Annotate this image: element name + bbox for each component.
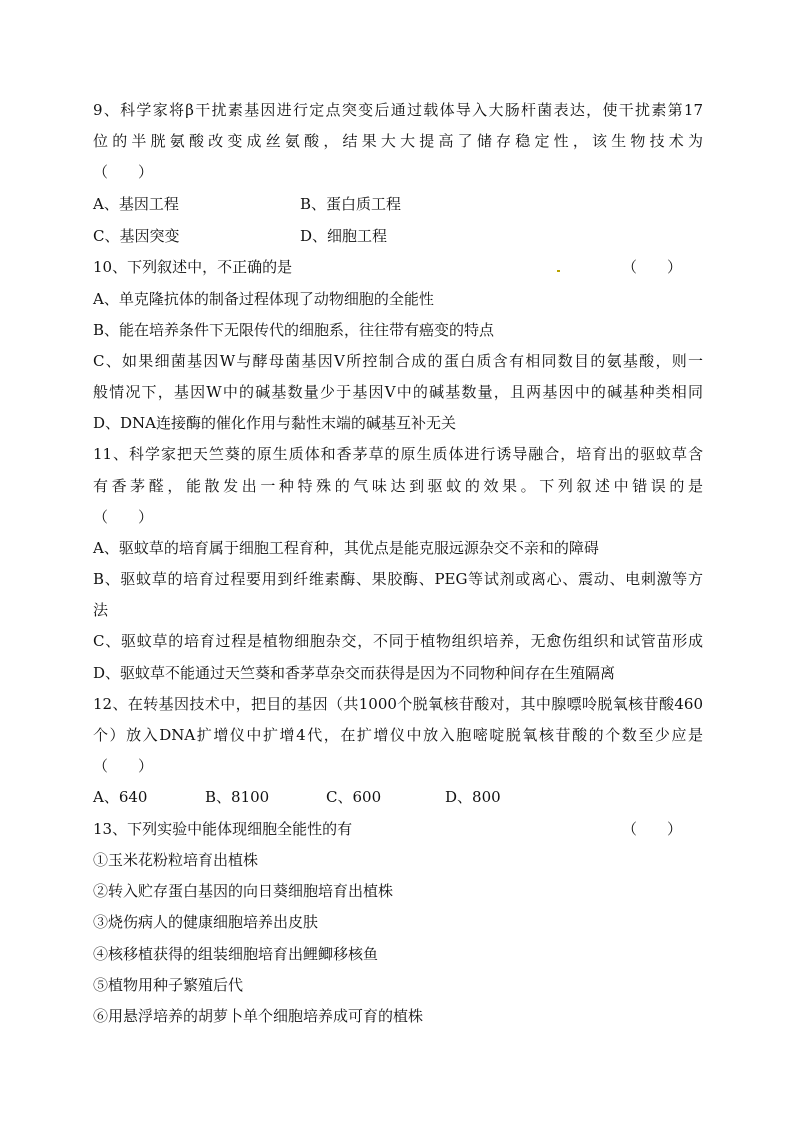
q12-option-a: A、640: [93, 788, 148, 806]
q11-option-b-line-1: B、驱蚊草的培育过程要用到纤维素酶、果胶酶、PEG等试剂或离心、震动、电刺激等方: [93, 570, 703, 588]
q13-item: ④核移植获得的组装细胞培育出鲤鲫移核鱼: [93, 945, 379, 963]
q12-option-c: C、600: [326, 788, 382, 806]
q13-item: ③烧伤病人的健康细胞培养出皮肤: [93, 913, 319, 931]
q9-stem-line-2: 位的半胱氨酸改变成丝氨酸，结果大大提高了储存稳定性，该生物技术为: [93, 132, 703, 150]
q10-answer-paren: （ ）: [622, 258, 683, 276]
q13-item: ⑥用悬浮培养的胡萝卜单个细胞培养成可育的植株: [93, 1007, 424, 1025]
q11-option-b-line-2: 法: [93, 601, 109, 619]
q12-stem-line-2: 个）放入DNA扩增仪中扩增4代，在扩增仪中放入胞嘧啶脱氧核苷酸的个数至少应是: [93, 726, 703, 744]
q10-option-b: B、能在培养条件下无限传代的细胞系，往往带有癌变的特点: [93, 321, 495, 339]
q12-stem-line-1: 12、在转基因技术中，把目的基因（共1000个脱氧核苷酸对，其中腺嘌呤脱氧核苷酸460: [93, 695, 703, 713]
q13-item: ⑤植物用种子繁殖后代: [93, 976, 244, 994]
q9-answer-paren: （ ）: [93, 163, 154, 181]
q11-option-c: C、驱蚊草的培育过程是植物细胞杂交，不同于植物组织培养，无愈伤组织和试管苗形成: [93, 632, 703, 650]
q11-stem-line-1: 11、科学家把天竺葵的原生质体和香茅草的原生质体进行诱导融合，培育出的驱蚊草含: [93, 445, 703, 463]
q9-stem-line-1: 9、科学家将β干扰素基因进行定点突变后通过载体导入大肠杆菌表达，使干扰素第17: [93, 101, 703, 119]
q13-item: ②转入贮存蛋白基因的向日葵细胞培育出植株: [93, 882, 394, 900]
q11-stem-line-2: 有香茅醛，能散发出一种特殊的气味达到驱蚊的效果。下列叙述中错误的是: [93, 477, 703, 495]
q9-option-d: D、细胞工程: [300, 227, 388, 245]
q10-option-a: A、单克隆抗体的制备过程体现了动物细胞的全能性: [93, 290, 434, 308]
q10-option-c-line-2: 般情况下，基因W中的碱基数量少于基因V中的碱基数量，且两基因中的碱基种类相同: [93, 383, 703, 401]
q11-option-a: A、驱蚊草的培育属于细胞工程育种，其优点是能克服远源杂交不亲和的障碍: [93, 539, 599, 557]
q12-answer-paren: （ ）: [93, 757, 154, 775]
q9-option-b: B、蛋白质工程: [300, 195, 402, 213]
q10-stem: 10、下列叙述中，不正确的是: [93, 258, 293, 276]
q12-option-d: D、800: [445, 788, 501, 806]
q10-option-d: D、DNA连接酶的催化作用与黏性末端的碱基互补无关: [93, 414, 457, 432]
q11-answer-paren: （ ）: [93, 508, 154, 526]
q13-item: ①玉米花粉粒培育出植株: [93, 851, 259, 869]
q11-option-d: D、驱蚊草不能通过天竺葵和香茅草杂交而获得是因为不同物种间存在生殖隔离: [93, 664, 616, 682]
q13-answer-paren: （ ）: [622, 820, 683, 838]
q9-option-c: C、基因突变: [93, 227, 180, 245]
ink-speck: [557, 270, 560, 272]
q10-option-c-line-1: C、如果细菌基因W与酵母菌基因V所控制合成的蛋白质含有相同数目的氨基酸，则一: [93, 352, 703, 370]
q9-option-a: A、基因工程: [93, 195, 179, 213]
q13-stem: 13、下列实验中能体现细胞全能性的有: [93, 820, 353, 838]
q12-option-b: B、8100: [205, 788, 270, 806]
